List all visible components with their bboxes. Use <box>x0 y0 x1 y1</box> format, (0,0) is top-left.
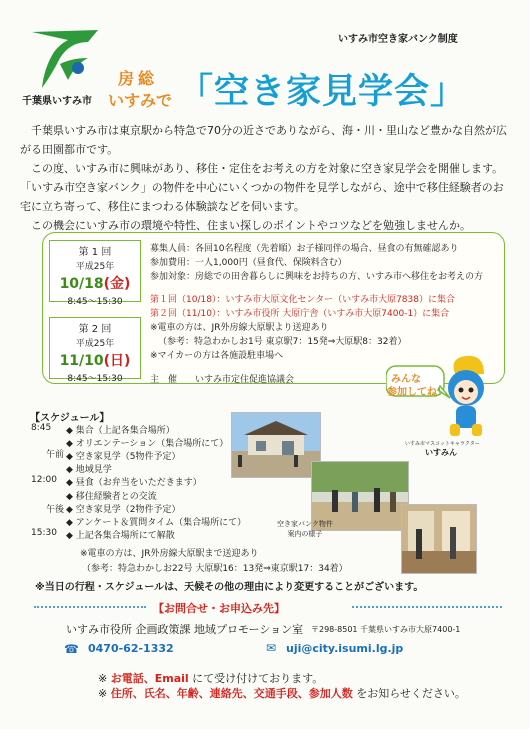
house-photo <box>231 412 321 478</box>
city-name: 千葉県いすみ市 <box>22 96 92 107</box>
mascot-name: いすみん <box>425 448 457 457</box>
divider-dots-right <box>352 606 502 608</box>
photo-caption <box>277 519 333 539</box>
intro-paragraph-4: この機会にいすみ市の環境や特性、住まい探しのポイントやコツなどを勉強しませんか。 <box>31 219 471 232</box>
mascot-caption: いすみ市マスコットキャラクター <box>405 441 480 447</box>
session-day-of-week: (日) <box>103 353 131 369</box>
tagline-bousou: 房総 <box>118 69 159 88</box>
note-highlight: お電話、Email <box>110 672 189 685</box>
photo-caption-line-1: 空き家バンク物件 <box>277 520 333 528</box>
schedule-item: ◆ 昼食（お弁当をいただきます） <box>66 478 202 488</box>
schedule-item: ◆ 移住経験者との交流 <box>66 492 157 502</box>
session-year: 平成25年 <box>75 339 115 349</box>
organizer: 主 催 いすみ市定住促進協議会 <box>150 375 295 385</box>
session-year: 平成25年 <box>75 262 115 272</box>
session-2-card <box>49 317 141 384</box>
note-mark: ※ <box>98 672 111 685</box>
note-highlight: 住所、氏名、年齢、連絡先、交通手段、参加人数 <box>110 687 353 700</box>
note-text: にて受け付けております。 <box>188 672 324 685</box>
meeting-place-2: 第２回（11/10）：いすみ市役所 大原庁舎（いすみ市大原7400-1）に集合 <box>150 309 450 319</box>
train-detail: （参考：特急わかしお1号 東京駅7：15発⇒大原駅8：32着） <box>158 337 407 347</box>
contact-phone[interactable]: 0470-62-1332 <box>88 642 174 655</box>
session-label: 第 2 回 <box>78 324 112 335</box>
contact-address: 〒298-8501 千葉県いすみ市大原7400-1 <box>311 625 461 634</box>
intro-paragraph-1: 千葉県いすみ市は東京駅から特急で70分の近さでありながら、海・川・里山など豊かな自然が広がる田園都市です。 <box>20 124 507 156</box>
session-date-number: 10/18 <box>59 276 104 292</box>
train-note: ※電車の方は、JR外房線大原駅より送迎あり <box>150 323 329 333</box>
schedule-change-notice: ※当日の行程・スケジュールは、天候その他の理由により変更することがございます。 <box>35 582 424 593</box>
target-info: 参加対象：房総での田舎暮らしに興味をお持ちの方、いすみ市へ移住をお考えの方 <box>150 272 484 282</box>
envelope-icon: ✉ <box>266 641 277 655</box>
car-note: ※マイカーの方は各施設駐車場へ <box>150 351 284 361</box>
schedule-item: ◆ アンケート＆質問タイム（集合場所にて） <box>66 518 247 528</box>
mascot-bubble-line-2: 参加してね！ <box>387 387 447 398</box>
program-name: いすみ市空き家バンク制度 <box>338 34 458 45</box>
schedule-time: 15:30 <box>31 528 57 538</box>
page-title: 「空き家見学会」 <box>178 72 467 112</box>
afternoon-label: 午後 <box>46 505 65 515</box>
schedule-item: ◆ 上記各集合場所にて解散 <box>66 531 175 541</box>
schedule-item: ◆ 空き家見学（2物件予定） <box>66 505 181 515</box>
fee-info: 参加費用：一人1,000円（昼食代、保険料含む） <box>150 258 347 268</box>
return-transport-detail: （参考：特急わかしお22号 大原駅16：13発⇒東京駅17：34着） <box>82 564 348 574</box>
session-label: 第 1 回 <box>78 247 112 258</box>
meeting-place-1: 第１回（10/18）：いすみ市大原文化センター（いすみ市大原7838）に集合 <box>150 295 455 305</box>
phone-icon: ☎ <box>64 642 79 656</box>
session-time: 8:45～15:30 <box>67 374 123 384</box>
session-time: 8:45～15:30 <box>67 297 123 307</box>
session-1-card <box>49 240 141 307</box>
capacity-info: 募集人員：各回10名程度（先着順）お子様同伴の場合、昼食の有無確認あり <box>150 244 459 254</box>
note-text: をお知らせください。 <box>352 687 466 700</box>
intro-paragraph-2: この度、いすみ市に興味があり、移住・定住をお考えの方を対象に空き家見学会を開催します。 <box>31 162 504 175</box>
intro-paragraph-3: 「いすみ市空き家バンク」の物件を中心にいくつかの物件を見学しながら、途中で移住経験者のお宅に立ち寄って、移住にまつわる体験談などを伺います。 <box>20 181 504 213</box>
session-date <box>50 350 140 370</box>
session-date-number: 11/10 <box>59 353 104 369</box>
schedule-item: ◆ 集合（上記各集合場所） <box>66 426 175 436</box>
contact-title: 【お問合せ・お申込み先】 <box>153 602 285 615</box>
isumi-city-logo <box>30 28 100 90</box>
mascot-bubble-line-1: みんな <box>391 374 421 385</box>
note-mark: ※ <box>98 687 111 700</box>
interior-photo <box>401 504 477 574</box>
schedule-time: 8:45 <box>31 423 52 433</box>
schedule-item: ◆ 地域見学 <box>66 465 112 475</box>
tagline-isumide: いすみで <box>108 91 173 110</box>
photo-caption-line-2: 案内の様子 <box>287 530 323 538</box>
return-transport-note: ※電車の方は、JR外房線大原駅まで送迎あり <box>80 549 259 559</box>
divider-dots-left <box>34 606 146 608</box>
session-day-of-week: (金) <box>103 276 131 292</box>
contact-department: いすみ市役所 企画政策課 地域プロモーション室 <box>66 623 304 636</box>
schedule-time: 12:00 <box>31 475 57 485</box>
application-note-1 <box>98 670 323 686</box>
schedule-item: ◆ オリエンテーション（集合場所にて） <box>66 439 229 449</box>
schedule-item: ◆ 空き家見学（5物件予定） <box>66 452 181 462</box>
application-note-2 <box>98 685 466 701</box>
schedule-title: 【スケジュール】 <box>30 413 110 424</box>
morning-label: 午前 <box>46 450 65 460</box>
contact-email[interactable]: uji@city.isumi.lg.jp <box>286 642 404 655</box>
session-date <box>50 273 140 293</box>
